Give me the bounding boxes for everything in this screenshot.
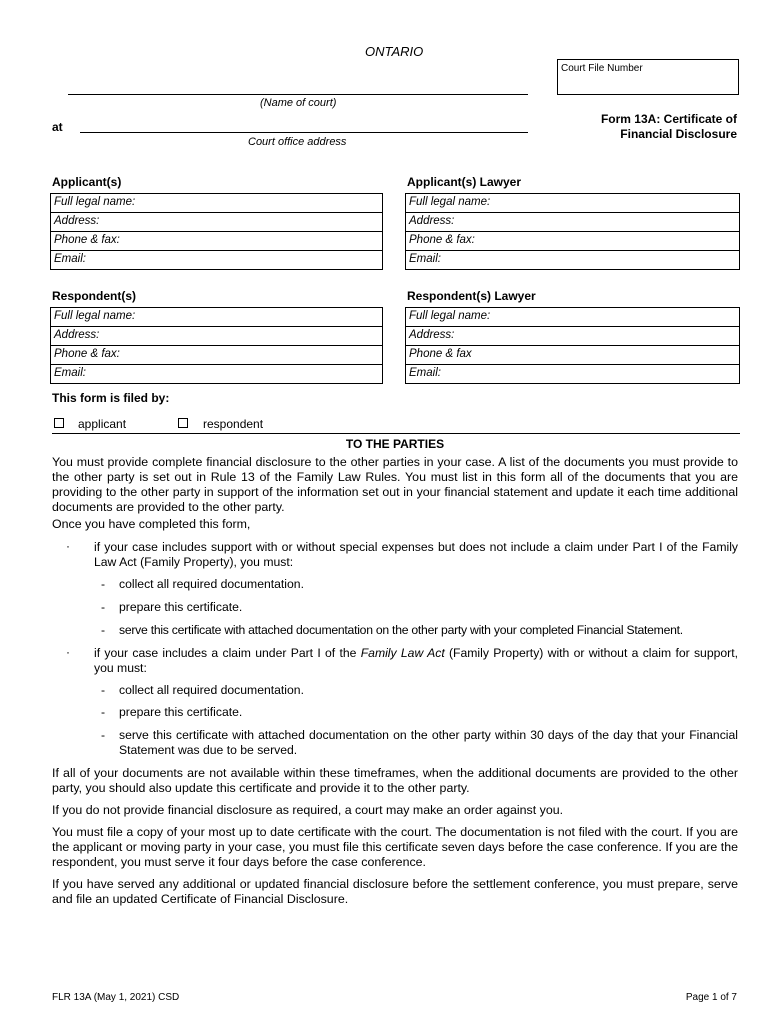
respondent-email-field[interactable]: Email: — [51, 365, 383, 384]
bullet-2-marker: · — [66, 645, 70, 659]
bullet-1-marker: · — [66, 539, 70, 553]
bullet-2-text-pre: if your case includes a claim under Part I of the — [94, 646, 361, 660]
timeframes-paragraph: If all of your documents are not available within these timeframes, when the additional documents are provided to the other party, you should also update this certificate and provide it to the other party. — [52, 766, 738, 795]
name-of-court-line[interactable] — [68, 94, 528, 95]
applicant-lawyer-table — [405, 193, 740, 270]
settlement-paragraph: If you have served any additional or updated financial disclosure before the settlement conference, you must prepare, serve and file an updated Certificate of Financial Disclosure. — [52, 877, 738, 906]
once-completed-text: Once you have completed this form, — [52, 517, 251, 531]
applicant-lawyer-heading: Applicant(s) Lawyer — [407, 175, 522, 189]
bullet-2-item-2-dash: - — [101, 705, 106, 719]
jurisdiction-title: ONTARIO — [365, 44, 424, 59]
bullet-2-item-3-dash: - — [101, 728, 106, 742]
respondent-lawyer-name-field[interactable]: Full legal name: — [406, 308, 740, 327]
applicant-lawyer-phone-field[interactable]: Phone & fax: — [406, 232, 740, 251]
bullet-1-item-1-dash: - — [101, 577, 106, 591]
intro-paragraph: You must provide complete financial disclosure to the other parties in your case. A list of the documents you must provide to the other party is set out in Rule 13 of the Family Law Rules. You must list in this form all of the documents that you are providing to the other party in support of the information set out in your financial statement and update it each time additional documents are provided to the other party. — [52, 455, 738, 514]
name-of-court-label: (Name of court) — [260, 97, 337, 109]
bullet-1-item-3-dash: - — [101, 623, 106, 637]
respondent-heading: Respondent(s) — [52, 289, 136, 303]
respondent-lawyer-address-field[interactable]: Address: — [406, 327, 740, 346]
respondent-phone-field[interactable]: Phone & fax: — [51, 346, 383, 365]
court-address-line[interactable] — [80, 132, 528, 133]
respondent-address-field[interactable]: Address: — [51, 327, 383, 346]
applicant-table — [50, 193, 383, 270]
applicant-lawyer-address-field[interactable]: Address: — [406, 213, 740, 232]
applicant-lawyer-name-field[interactable]: Full legal name: — [406, 194, 740, 213]
applicant-phone-field[interactable]: Phone & fax: — [51, 232, 383, 251]
bullet-2-text-post: (Family Property) with or without a claim for support, you must: — [94, 646, 738, 675]
applicant-email-field[interactable]: Email: — [51, 251, 383, 270]
bullet-2-text — [94, 646, 738, 676]
bullet-1-item-2: prepare this certificate. — [119, 600, 243, 614]
bullet-2-item-1: collect all required documentation. — [119, 683, 304, 697]
section-divider — [52, 433, 740, 434]
bullet-1-text: if your case includes support with or without special expenses but does not include a claim under Part I of the Family Law Act (Family Property), you must: — [94, 540, 738, 569]
respondent-checkbox[interactable] — [178, 418, 188, 428]
applicant-checkbox[interactable] — [54, 418, 64, 428]
bullet-1-item-3: serve this certificate with attached documentation on the other party with your completed Financial Statement. — [119, 623, 683, 637]
form-title-line2: Financial Disclosure — [620, 127, 737, 141]
bullet-2-act-name: Family Law Act — [360, 646, 445, 660]
at-label: at — [52, 120, 63, 134]
respondent-lawyer-table — [405, 307, 740, 384]
form-code-footer: FLR 13A (May 1, 2021) CSD — [52, 992, 180, 1003]
page-number-footer: Page 1 of 7 — [685, 992, 737, 1003]
court-file-number-label: Court File Number — [561, 63, 643, 74]
form-title-line1: Form 13A: Certificate of — [600, 112, 737, 126]
court-file-number-field[interactable] — [557, 59, 739, 95]
applicant-option-label: applicant — [78, 417, 127, 431]
respondent-lawyer-phone-field[interactable]: Phone & fax — [406, 346, 740, 365]
filing-paragraph: You must file a copy of your most up to date certificate with the court. The documentation is not filed with the court. If you are the applicant or moving party in your case, you must file this certificate seven days before the case conference. If you are the respondent, you must serve it four days before the case conference. — [52, 825, 738, 869]
respondent-table — [50, 307, 383, 384]
bullet-2-item-1-dash: - — [101, 683, 106, 697]
court-order-paragraph: If you do not provide financial disclosure as required, a court may make an order against you. — [52, 803, 564, 817]
filed-by-heading: This form is filed by: — [52, 391, 170, 405]
respondent-lawyer-email-field[interactable]: Email: — [406, 365, 740, 384]
respondent-option-label: respondent — [203, 417, 264, 431]
applicant-address-field[interactable]: Address: — [51, 213, 383, 232]
bullet-2-item-2: prepare this certificate. — [119, 705, 243, 719]
bullet-2-item-3: serve this certificate with attached documentation on the other party within 30 days of the day that your Financial Statement was due to be served. — [119, 728, 738, 757]
applicant-name-field[interactable]: Full legal name: — [51, 194, 383, 213]
applicant-heading: Applicant(s) — [52, 175, 122, 189]
bullet-1-item-2-dash: - — [101, 600, 106, 614]
applicant-lawyer-email-field[interactable]: Email: — [406, 251, 740, 270]
respondent-lawyer-heading: Respondent(s) Lawyer — [407, 289, 536, 303]
respondent-name-field[interactable]: Full legal name: — [51, 308, 383, 327]
court-office-address-label: Court office address — [248, 136, 347, 148]
to-parties-heading: TO THE PARTIES — [345, 437, 445, 451]
bullet-1-item-1: collect all required documentation. — [119, 577, 304, 591]
